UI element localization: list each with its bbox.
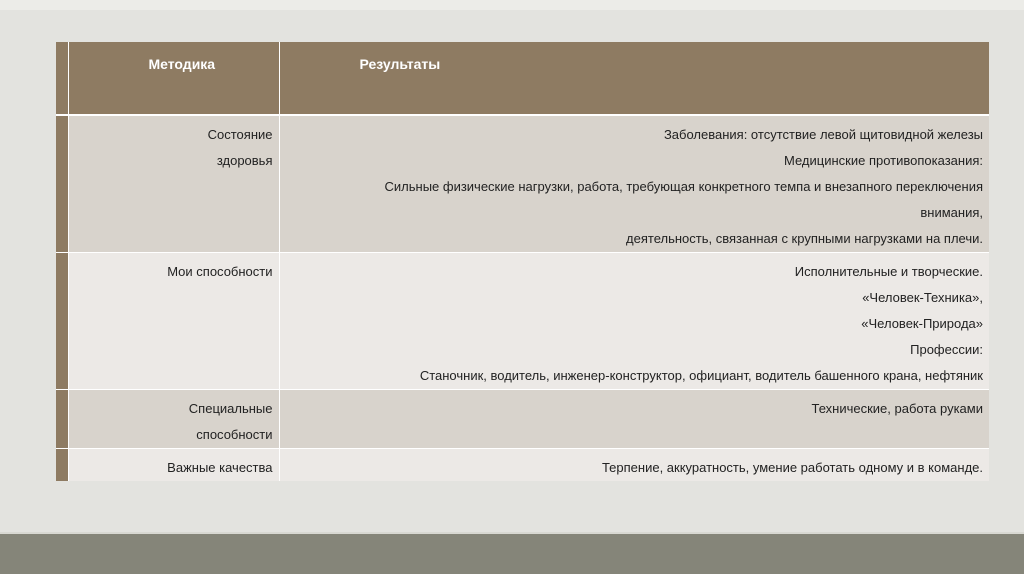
footer-bar bbox=[0, 534, 1024, 574]
result-text: Медицинские противопоказания: bbox=[784, 153, 983, 168]
result-cell bbox=[279, 390, 989, 449]
method-cell bbox=[68, 449, 279, 482]
method-text: способности bbox=[196, 427, 273, 442]
method-cell bbox=[68, 390, 279, 449]
results-table bbox=[56, 42, 989, 481]
row-stub-cell bbox=[56, 115, 68, 253]
method-cell bbox=[68, 253, 279, 390]
method-text: Мои способности bbox=[167, 264, 273, 279]
result-text: Станочник, водитель, инженер-конструктор, официант, водитель башенного крана, нефтяник bbox=[419, 368, 983, 383]
result-cell bbox=[279, 115, 989, 253]
row-stub-cell bbox=[56, 449, 68, 482]
header-stub-cell bbox=[56, 42, 68, 115]
result-text: Технические, работа руками bbox=[811, 401, 983, 416]
result-text: Сильные физические нагрузки, работа, требующая конкретного темпа и внезапного переключения bbox=[384, 179, 983, 194]
method-text: Важные качества bbox=[167, 460, 273, 475]
table-row bbox=[56, 115, 989, 253]
row-stub-cell bbox=[56, 390, 68, 449]
result-text: «Человек-Природа» bbox=[861, 316, 983, 331]
result-text: Заболевания: отсутствие левой щитовидной железы bbox=[663, 127, 983, 142]
method-text: Состояние bbox=[207, 127, 273, 142]
method-cell bbox=[68, 115, 279, 253]
method-text: здоровья bbox=[216, 153, 273, 168]
result-text: «Человек-Техника», bbox=[862, 290, 983, 305]
row-stub-cell bbox=[56, 253, 68, 390]
table-row bbox=[56, 253, 989, 390]
result-text: Исполнительные и творческие. bbox=[794, 264, 983, 279]
results-table-container bbox=[56, 42, 989, 481]
header-method: Методика bbox=[68, 42, 279, 115]
table-header-row bbox=[56, 42, 989, 115]
table-row bbox=[56, 390, 989, 449]
slide-top-border bbox=[0, 0, 1024, 10]
result-cell bbox=[279, 253, 989, 390]
result-text: внимания, bbox=[920, 205, 983, 220]
method-text: Специальные bbox=[188, 401, 273, 416]
result-text: деятельность, связанная с крупными нагрузками на плечи. bbox=[626, 231, 983, 246]
result-cell bbox=[279, 449, 989, 482]
table-row bbox=[56, 449, 989, 482]
result-text: Профессии: bbox=[910, 342, 983, 357]
result-text: Терпение, аккуратность, умение работать одному и в команде. bbox=[601, 460, 983, 475]
header-results: Результаты bbox=[279, 42, 989, 115]
